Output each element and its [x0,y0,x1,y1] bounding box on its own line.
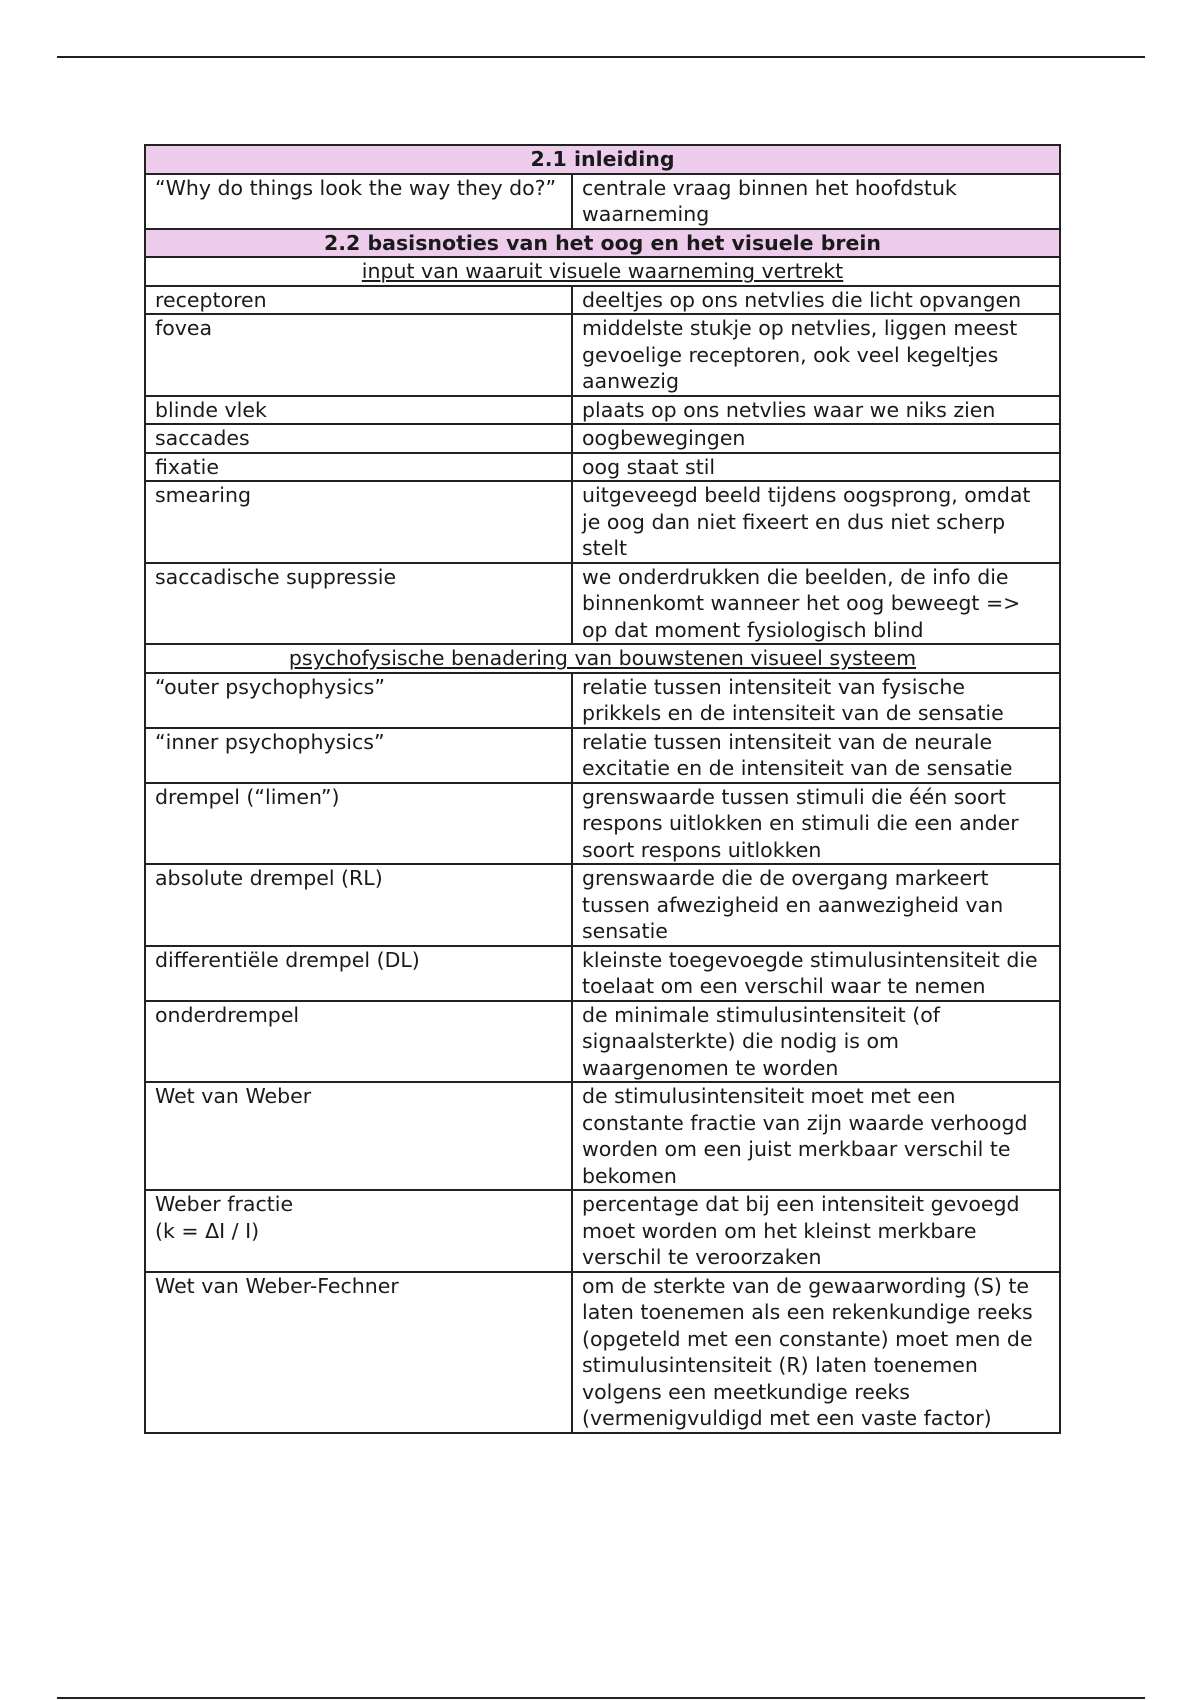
term-cell: Weber fractie (k = ΔI / I) [145,1190,572,1272]
definition-cell: relatie tussen intensiteit van fysische prikkels en de intensiteit van de sensatie [572,673,1060,728]
term-row [145,1082,1060,1190]
term-row [145,1272,1060,1433]
definition-cell: we onderdrukken die beelden, de info die binnenkomt wanneer het oog beweegt => op dat moment fysiologisch blind [572,563,1060,645]
term-cell: fovea [145,314,572,396]
term-cell: drempel (“limen”) [145,783,572,865]
section-heading: 2.1 inleiding [145,145,1060,174]
term-cell: Wet van Weber [145,1082,572,1190]
term-row [145,783,1060,865]
term-cell: receptoren [145,286,572,315]
term-cell: fixatie [145,453,572,482]
subsection-heading-row [145,257,1060,286]
section-heading-row [145,229,1060,258]
notes-table-body [145,145,1060,1433]
definition-cell: uitgeveegd beeld tijdens oogsprong, omdat je oog dan niet fixeert en dus niet scherp stelt [572,481,1060,563]
definition-cell: grenswaarde tussen stimuli die één soort respons uitlokken en stimuli die een ander soort respons uitlokken [572,783,1060,865]
term-cell: “outer psychophysics” [145,673,572,728]
term-cell: saccadische suppressie [145,563,572,645]
term-cell: absolute drempel (RL) [145,864,572,946]
term-row [145,1190,1060,1272]
term-cell: “inner psychophysics” [145,728,572,783]
definition-cell: de stimulusintensiteit moet met een constante fractie van zijn waarde verhoogd worden om een juist merkbaar verschil te bekomen [572,1082,1060,1190]
term-row [145,453,1060,482]
term-row [145,314,1060,396]
term-cell: smearing [145,481,572,563]
definition-cell: om de sterkte van de gewaarwording (S) te laten toenemen als een rekenkundige reeks (opgeteld met een constante) moet men de stimulusintensiteit (R) laten toenemen volgens een meetkundige reeks (vermenigvuldigd met een vaste factor) [572,1272,1060,1433]
term-cell: onderdrempel [145,1001,572,1083]
term-row [145,286,1060,315]
subsection-heading-row [145,644,1060,673]
term-cell: differentiële drempel (DL) [145,946,572,1001]
definition-cell: oogbewegingen [572,424,1060,453]
term-row [145,946,1060,1001]
section-heading: 2.2 basisnoties van het oog en het visuele brein [145,229,1060,258]
term-row [145,396,1060,425]
subsection-heading: input van waaruit visuele waarneming vertrekt [145,257,1060,286]
term-row [145,563,1060,645]
definition-cell: deeltjes op ons netvlies die licht opvangen [572,286,1060,315]
term-cell: Wet van Weber-Fechner [145,1272,572,1433]
study-notes-table [144,144,1061,1434]
term-row [145,174,1060,229]
definition-cell: de minimale stimulusintensiteit (of signaalsterkte) die nodig is om waargenomen te worden [572,1001,1060,1083]
definition-cell: kleinste toegevoegde stimulusintensiteit die toelaat om een verschil waar te nemen [572,946,1060,1001]
term-row [145,481,1060,563]
term-row [145,728,1060,783]
definition-cell: middelste stukje op netvlies, liggen meest gevoelige receptoren, ook veel kegeltjes aanwezig [572,314,1060,396]
definition-cell: grenswaarde die de overgang markeert tussen afwezigheid en aanwezigheid van sensatie [572,864,1060,946]
definition-cell: plaats op ons netvlies waar we niks zien [572,396,1060,425]
definition-cell: oog staat stil [572,453,1060,482]
term-cell: blinde vlek [145,396,572,425]
term-row [145,424,1060,453]
term-row [145,1001,1060,1083]
bottom-rule [57,1697,1145,1699]
term-cell: “Why do things look the way they do?” [145,174,572,229]
term-row [145,673,1060,728]
term-cell: saccades [145,424,572,453]
definition-cell: relatie tussen intensiteit van de neurale excitatie en de intensiteit van de sensatie [572,728,1060,783]
definition-cell: percentage dat bij een intensiteit gevoegd moet worden om het kleinst merkbare verschil te veroorzaken [572,1190,1060,1272]
top-rule [57,56,1145,58]
definition-cell: centrale vraag binnen het hoofdstuk waarneming [572,174,1060,229]
subsection-heading: psychofysische benadering van bouwstenen visueel systeem [145,644,1060,673]
term-row [145,864,1060,946]
section-heading-row [145,145,1060,174]
